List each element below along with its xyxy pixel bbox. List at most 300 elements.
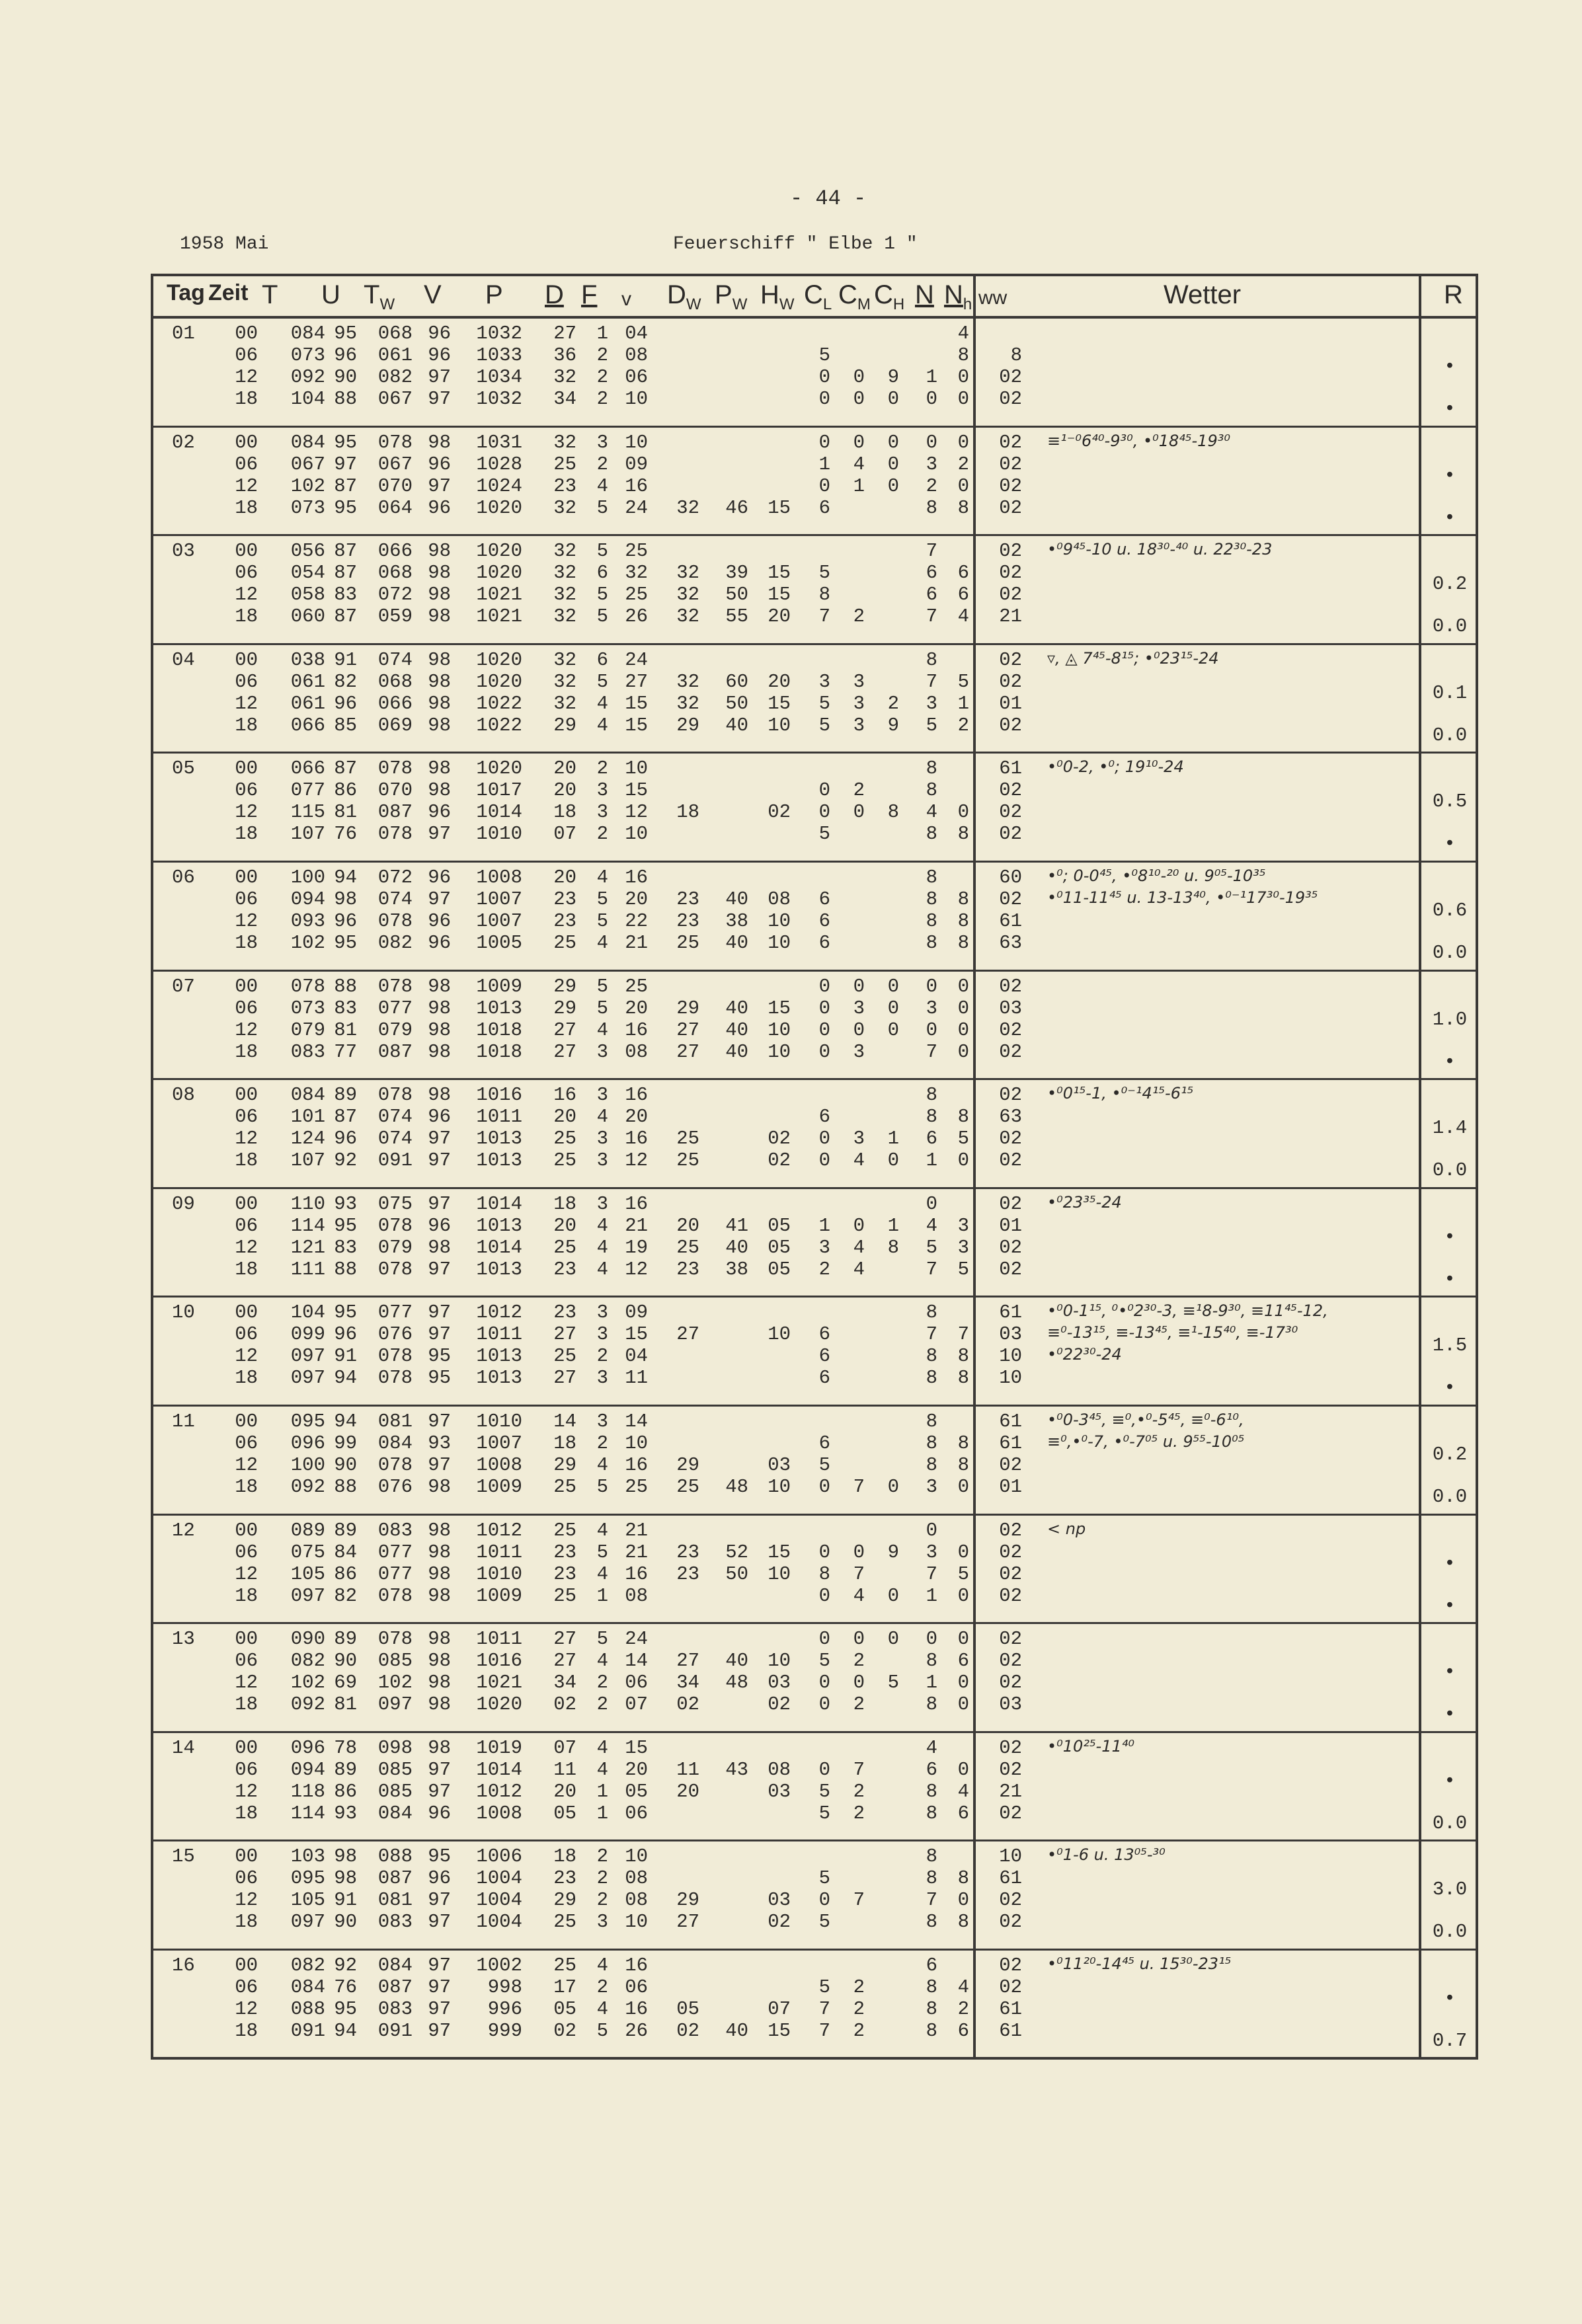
header-station: Feuerschiff " Elbe 1 " <box>673 234 918 254</box>
table-cell: 29 <box>553 997 576 1019</box>
table-cell: 5 <box>596 540 608 562</box>
table-cell: 25 <box>553 1584 576 1607</box>
precip-value: 0.0 <box>1432 942 1468 964</box>
table-cell: 96 <box>334 692 357 715</box>
table-cell: 079 <box>290 1019 325 1041</box>
table-cell: 99 <box>334 1432 357 1454</box>
table-cell: 08 <box>625 1867 648 1890</box>
table-cell: 00 <box>235 1084 258 1106</box>
table-cell: 084 <box>377 1802 413 1824</box>
table-cell: 105 <box>290 1889 325 1912</box>
table-cell: 0 <box>887 997 899 1019</box>
table-cell: 7 <box>957 1323 969 1346</box>
table-cell: 082 <box>290 1650 325 1672</box>
table-cell: 5 <box>818 1976 830 1998</box>
table-cell: 91 <box>334 648 357 671</box>
table-cell: 076 <box>377 1476 413 1498</box>
table-cell: 2 <box>853 1693 865 1716</box>
table-cell: 1 <box>596 1584 608 1607</box>
table-cell: 3 <box>926 1476 937 1498</box>
table-cell: 18 <box>235 1911 258 1933</box>
table-cell: 39 <box>725 562 748 584</box>
table-cell: 0 <box>957 1758 969 1781</box>
table-cell: 87 <box>334 540 357 562</box>
col-wetter: Wetter <box>1164 280 1242 309</box>
table-cell: 60 <box>725 670 748 693</box>
table-cell: 86 <box>334 1780 357 1802</box>
table-cell: 81 <box>334 1693 357 1716</box>
table-cell: 98 <box>428 1476 451 1498</box>
col-v: V <box>424 280 442 309</box>
table-cell: 87 <box>334 605 357 628</box>
table-cell: 3 <box>596 431 608 453</box>
table-cell: 088 <box>290 1998 325 2020</box>
table-cell: 83 <box>334 1236 357 1259</box>
table-cell: 092 <box>290 366 325 388</box>
table-cell: 078 <box>377 1345 413 1368</box>
day-tag: 14 <box>172 1736 195 1759</box>
table-cell: 10 <box>625 757 648 780</box>
table-cell: 18 <box>235 1040 258 1063</box>
table-cell: 8 <box>926 932 937 954</box>
table-cell: 1032 <box>476 323 522 344</box>
precip-value: 0.0 <box>1432 1159 1468 1182</box>
table-cell: 7 <box>818 2020 830 2042</box>
table-cell: 0 <box>853 1541 865 1563</box>
precip-value: 0.2 <box>1432 573 1468 596</box>
table-cell: 63 <box>999 1106 1022 1128</box>
day-tag: 16 <box>172 1955 195 1976</box>
table-cell: 98 <box>334 1845 357 1868</box>
table-cell: 5 <box>818 714 830 736</box>
table-cell: 084 <box>290 323 325 344</box>
table-cell: 97 <box>428 1998 451 2020</box>
table-cell: 5 <box>818 1650 830 1672</box>
table-cell: 087 <box>377 1040 413 1063</box>
weather-note: •⁰11-11⁴⁵ u. 13-13⁴⁰, •⁰⁻¹17³⁰-19³⁵ <box>1047 888 1318 907</box>
table-cell: 5 <box>596 496 608 519</box>
table-cell: 89 <box>334 1084 357 1106</box>
table-cell: 29 <box>676 1889 699 1912</box>
precip-value: 0.6 <box>1432 900 1468 921</box>
table-cell: 32 <box>676 605 699 628</box>
table-cell: 076 <box>377 1323 413 1346</box>
table-cell: 0 <box>926 388 937 410</box>
table-cell: 8 <box>818 584 830 606</box>
table-cell: 0 <box>853 1628 865 1650</box>
table-cell: 02 <box>999 1736 1022 1759</box>
precip-value: • <box>1444 1769 1456 1792</box>
table-cell: 1014 <box>476 801 522 824</box>
table-cell: 5 <box>596 1628 608 1650</box>
table-cell: 5 <box>596 910 608 932</box>
weather-note: ≡⁰,•⁰-7, •⁰-7⁰⁵ u. 9⁵⁵-10⁰⁵ <box>1047 1432 1245 1451</box>
table-cell: 078 <box>377 1084 413 1106</box>
weather-note: •⁰0-1¹⁵, ⁰•⁰2³⁰-3, ≡¹8-9³⁰, ≡11⁴⁵-12, <box>1047 1301 1328 1321</box>
precip-value: • <box>1444 1268 1456 1290</box>
precip-value: • <box>1444 398 1456 420</box>
table-cell: 00 <box>235 1519 258 1541</box>
table-cell: 8 <box>926 1301 937 1324</box>
precip-value: 0.0 <box>1432 1486 1468 1508</box>
table-cell: 20 <box>676 1780 699 1802</box>
table-cell: 04 <box>625 1345 648 1368</box>
table-cell: 94 <box>334 867 357 888</box>
table-cell: 091 <box>377 2020 413 2042</box>
table-cell: 61 <box>999 1867 1022 1890</box>
table-cell: 02 <box>999 562 1022 584</box>
table-cell: 078 <box>377 910 413 932</box>
table-cell: 96 <box>428 1867 451 1890</box>
table-cell: 06 <box>235 888 258 910</box>
table-cell: 1028 <box>476 453 522 475</box>
table-cell: 0 <box>957 431 969 453</box>
table-cell: 077 <box>290 779 325 802</box>
table-cell: 0 <box>887 1628 899 1650</box>
header-date: 1958 Mai <box>180 234 269 254</box>
table-cell: 4 <box>853 453 865 475</box>
table-cell: 06 <box>235 562 258 584</box>
table-cell: 095 <box>290 1867 325 1890</box>
table-cell: 18 <box>235 1258 258 1280</box>
table-cell: 097 <box>377 1693 413 1716</box>
table-cell: 96 <box>428 496 451 519</box>
table-cell: 07 <box>553 823 576 845</box>
table-cell: 8 <box>926 1693 937 1716</box>
table-cell: 05 <box>768 1214 791 1237</box>
table-cell: 02 <box>999 1454 1022 1476</box>
table-cell: 10 <box>768 1040 791 1063</box>
day-tag: 07 <box>172 975 195 997</box>
table-cell: 05 <box>768 1258 791 1280</box>
table-cell: 95 <box>334 932 357 954</box>
table-cell: 01 <box>999 692 1022 715</box>
table-cell: 02 <box>999 1128 1022 1150</box>
table-cell: 10 <box>625 1911 648 1933</box>
table-cell: 1013 <box>476 1367 522 1389</box>
table-cell: 8 <box>926 1650 937 1672</box>
table-cell: 1007 <box>476 888 522 910</box>
table-cell: 97 <box>428 1258 451 1280</box>
table-cell: 97 <box>428 1192 451 1215</box>
table-cell: 124 <box>290 1128 325 1150</box>
table-cell: 0 <box>887 1584 899 1607</box>
table-cell: 78 <box>334 1736 357 1759</box>
table-cell: 06 <box>235 344 258 366</box>
table-cell: 1016 <box>476 1084 522 1106</box>
table-cell: 3 <box>926 1541 937 1563</box>
table-cell: 1 <box>887 1128 899 1150</box>
table-cell: 15 <box>768 692 791 715</box>
table-cell: 2 <box>957 453 969 475</box>
weather-note: ▿, ◬ 7⁴⁵-8¹⁵; •⁰23¹⁵-24 <box>1047 648 1219 668</box>
table-cell: 104 <box>290 1301 325 1324</box>
table-cell: 105 <box>290 1563 325 1585</box>
table-cell: 92 <box>334 1955 357 1976</box>
table-cell: 89 <box>334 1519 357 1541</box>
table-cell: 6 <box>926 1758 937 1781</box>
table-cell: 084 <box>377 1955 413 1976</box>
table-cell: 86 <box>334 1563 357 1585</box>
table-cell: 7 <box>926 1323 937 1346</box>
table-cell: 97 <box>428 823 451 845</box>
table-cell: 2 <box>853 605 865 628</box>
table-cell: 36 <box>553 344 576 366</box>
table-cell: 102 <box>290 932 325 954</box>
table-cell: 11 <box>553 1758 576 1781</box>
table-cell: 12 <box>235 475 258 497</box>
table-cell: 5 <box>596 1541 608 1563</box>
table-cell: 06 <box>625 366 648 388</box>
table-cell: 081 <box>377 1411 413 1432</box>
table-cell: 1022 <box>476 692 522 715</box>
table-cell: 88 <box>334 388 357 410</box>
table-cell: 5 <box>596 888 608 910</box>
table-cell: 97 <box>428 1149 451 1172</box>
table-cell: 25 <box>676 932 699 954</box>
table-cell: 8 <box>957 1432 969 1454</box>
table-cell: 96 <box>334 1128 357 1150</box>
table-cell: 1018 <box>476 1040 522 1063</box>
table-cell: 94 <box>334 2020 357 2042</box>
page-number: - 44 - <box>790 186 867 211</box>
table-cell: 15 <box>768 562 791 584</box>
table-cell: 077 <box>377 1563 413 1585</box>
table-cell: 1013 <box>476 1258 522 1280</box>
table-cell: 06 <box>235 1323 258 1346</box>
table-cell: 18 <box>235 1476 258 1498</box>
table-cell: 064 <box>377 496 413 519</box>
table-cell: 43 <box>725 1758 748 1781</box>
table-cell: 5 <box>596 605 608 628</box>
table-cell: 10 <box>768 1019 791 1041</box>
table-cell: 0 <box>957 975 969 997</box>
table-cell: 2 <box>596 1432 608 1454</box>
table-cell: 6 <box>818 1432 830 1454</box>
table-cell: 29 <box>676 714 699 736</box>
table-cell: 6 <box>957 1802 969 1824</box>
table-cell: 4 <box>596 1563 608 1585</box>
table-cell: 00 <box>235 648 258 671</box>
table-cell: 00 <box>235 1411 258 1432</box>
table-cell: 32 <box>553 431 576 453</box>
table-cell: 111 <box>290 1258 325 1280</box>
table-cell: 2 <box>596 388 608 410</box>
table-cell: 88 <box>334 1258 357 1280</box>
table-cell: 5 <box>596 975 608 997</box>
table-cell: 23 <box>676 888 699 910</box>
table-cell: 00 <box>235 1301 258 1324</box>
col-u: U <box>321 280 340 309</box>
table-cell: 02 <box>999 823 1022 845</box>
table-cell: 95 <box>334 1998 357 2020</box>
table-cell: 95 <box>334 496 357 519</box>
table-cell: 0 <box>853 366 865 388</box>
table-cell: 070 <box>377 475 413 497</box>
table-cell: 11 <box>625 1367 648 1389</box>
table-cell: 1022 <box>476 714 522 736</box>
day-tag: 05 <box>172 757 195 780</box>
table-cell: 52 <box>725 1541 748 1563</box>
table-cell: 00 <box>235 757 258 780</box>
table-cell: 0 <box>957 1040 969 1063</box>
table-cell: 20 <box>553 779 576 802</box>
table-cell: 18 <box>235 1693 258 1716</box>
table-cell: 056 <box>290 540 325 562</box>
table-cell: 08 <box>625 344 648 366</box>
table-cell: 06 <box>235 779 258 802</box>
table-cell: 4 <box>596 867 608 888</box>
table-cell: 1013 <box>476 1345 522 1368</box>
day-tag: 04 <box>172 648 195 671</box>
table-cell: 96 <box>334 344 357 366</box>
table-cell: 29 <box>676 1454 699 1476</box>
table-cell: 97 <box>428 388 451 410</box>
table-cell: 24 <box>625 1628 648 1650</box>
table-cell: 98 <box>428 1650 451 1672</box>
table-cell: 1017 <box>476 779 522 802</box>
table-cell: 8 <box>957 888 969 910</box>
table-cell: 12 <box>235 910 258 932</box>
precip-value: 1.4 <box>1432 1117 1468 1140</box>
table-cell: 1 <box>596 323 608 344</box>
table-cell: 0 <box>957 1628 969 1650</box>
table-cell: 1011 <box>476 1106 522 1128</box>
table-cell: 46 <box>725 496 748 519</box>
table-cell: 8 <box>957 932 969 954</box>
table-cell: 10 <box>625 1845 648 1868</box>
table-cell: 16 <box>625 867 648 888</box>
table-cell: 8 <box>926 1911 937 1933</box>
table-cell: 90 <box>334 1454 357 1476</box>
table-cell: 02 <box>999 1019 1022 1041</box>
table-cell: 1031 <box>476 431 522 453</box>
table-cell: 7 <box>926 670 937 693</box>
table-cell: 18 <box>553 1432 576 1454</box>
table-cell: 078 <box>377 1367 413 1389</box>
table-cell: 1010 <box>476 1563 522 1585</box>
table-cell: 1 <box>818 1214 830 1237</box>
table-cell: 08 <box>768 1758 791 1781</box>
table-cell: 12 <box>235 801 258 824</box>
table-cell: 16 <box>625 1192 648 1215</box>
table-cell: 4 <box>596 1758 608 1781</box>
table-cell: 95 <box>428 1845 451 1868</box>
table-cell: 8 <box>887 1236 899 1259</box>
table-cell: 1006 <box>476 1845 522 1868</box>
table-cell: 0 <box>853 975 865 997</box>
table-cell: 40 <box>725 997 748 1019</box>
table-cell: 0 <box>957 801 969 824</box>
table-cell: 8 <box>926 1084 937 1106</box>
table-cell: 082 <box>377 366 413 388</box>
table-cell: 06 <box>625 1802 648 1824</box>
table-cell: 078 <box>377 823 413 845</box>
table-cell: 32 <box>676 562 699 584</box>
precip-value: 0.0 <box>1432 615 1468 638</box>
table-cell: 101 <box>290 1106 325 1128</box>
table-cell: 070 <box>377 779 413 802</box>
weather-note: < np <box>1047 1519 1086 1538</box>
table-cell: 96 <box>428 801 451 824</box>
table-cell: 02 <box>768 1911 791 1933</box>
table-cell: 8 <box>926 1345 937 1368</box>
table-cell: 074 <box>377 1106 413 1128</box>
table-cell: 5 <box>818 1802 830 1824</box>
table-cell: 1021 <box>476 584 522 606</box>
table-cell: 02 <box>999 975 1022 997</box>
table-cell: 0 <box>818 1149 830 1172</box>
table-cell: 084 <box>290 1084 325 1106</box>
table-cell: 00 <box>235 1736 258 1759</box>
table-cell: 12 <box>235 1998 258 2020</box>
table-cell: 02 <box>999 1758 1022 1781</box>
table-cell: 999 <box>487 2020 522 2042</box>
table-cell: 7 <box>926 1889 937 1912</box>
table-cell: 6 <box>818 888 830 910</box>
table-cell: 18 <box>676 801 699 824</box>
table-cell: 97 <box>428 1911 451 1933</box>
table-cell: 16 <box>625 1128 648 1150</box>
table-cell: 6 <box>957 1650 969 1672</box>
table-cell: 8 <box>926 823 937 845</box>
table-cell: 02 <box>999 1955 1022 1976</box>
table-cell: 0 <box>853 1672 865 1694</box>
table-cell: 90 <box>334 1911 357 1933</box>
table-cell: 0 <box>887 431 899 453</box>
table-cell: 6 <box>818 910 830 932</box>
table-cell: 0 <box>957 1019 969 1041</box>
table-cell: 34 <box>553 388 576 410</box>
table-cell: 0 <box>957 366 969 388</box>
table-cell: 40 <box>725 932 748 954</box>
table-cell: 0 <box>957 1584 969 1607</box>
table-cell: 01 <box>999 1476 1022 1498</box>
table-cell: 093 <box>290 910 325 932</box>
table-cell: 88 <box>334 1476 357 1498</box>
table-cell: 98 <box>428 1628 451 1650</box>
table-cell: 078 <box>377 1584 413 1607</box>
table-cell: 068 <box>377 323 413 344</box>
table-cell: 118 <box>290 1780 325 1802</box>
col-vs: v <box>621 288 631 310</box>
col-tw: $T_W$ <box>364 280 395 313</box>
table-cell: 16 <box>625 1019 648 1041</box>
table-cell: 102 <box>290 475 325 497</box>
table-cell: 1019 <box>476 1736 522 1759</box>
table-cell: 87 <box>334 475 357 497</box>
table-cell: 90 <box>334 366 357 388</box>
precip-value: • <box>1444 1225 1456 1248</box>
table-cell: 12 <box>235 1128 258 1150</box>
table-cell: 2 <box>853 779 865 802</box>
table-cell: 115 <box>290 801 325 824</box>
table-cell: 102 <box>290 1672 325 1694</box>
table-cell: 06 <box>625 1976 648 1998</box>
table-cell: 1 <box>596 1802 608 1824</box>
table-cell: 98 <box>428 584 451 606</box>
table-cell: 0 <box>887 453 899 475</box>
table-cell: 02 <box>553 1693 576 1716</box>
day-tag: 06 <box>172 867 195 888</box>
table-cell: 8 <box>957 1911 969 1933</box>
table-cell: 1032 <box>476 388 522 410</box>
table-cell: 084 <box>377 1432 413 1454</box>
table-cell: 054 <box>290 562 325 584</box>
table-cell: 1020 <box>476 540 522 562</box>
table-cell: 25 <box>553 932 576 954</box>
table-cell: 98 <box>428 975 451 997</box>
